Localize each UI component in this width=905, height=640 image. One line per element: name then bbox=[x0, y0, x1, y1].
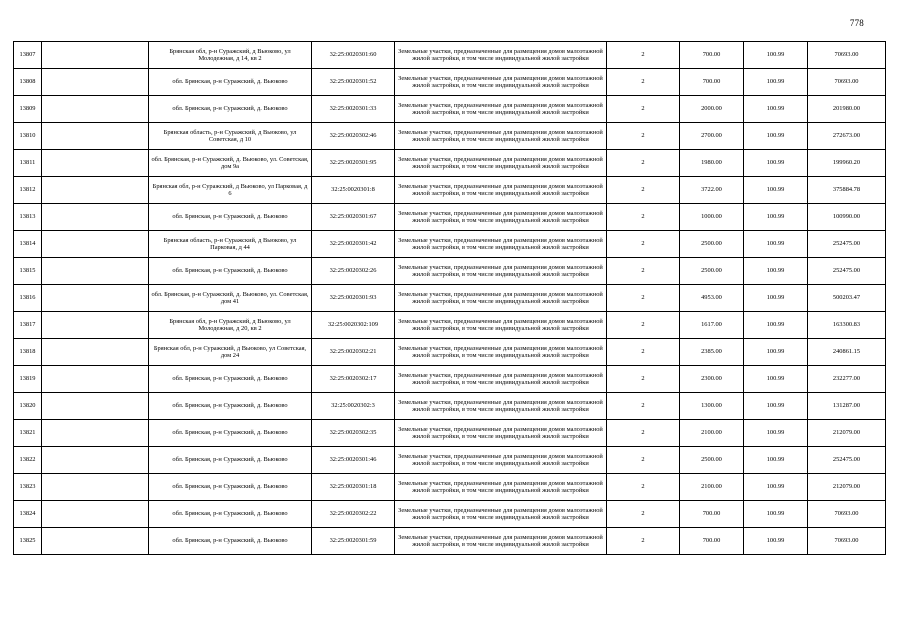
row-number: 13807 bbox=[14, 42, 42, 69]
area-cell: 1617.00 bbox=[680, 312, 744, 339]
cadastral-value-cell: 272673.00 bbox=[808, 123, 886, 150]
land-use-cell: Земельные участки, предназначенные для размещения домов малоэтажной жилой застройки, в том числе индивидуальной жилой застройки bbox=[395, 501, 607, 528]
blank-cell bbox=[42, 150, 149, 177]
cadastral-number-cell: 32:25:0020302:26 bbox=[312, 258, 395, 285]
cadastral-value-table bbox=[13, 41, 886, 555]
blank-cell bbox=[42, 420, 149, 447]
address-cell: обл. Брянская, р-н Суражский, д. Вьюково bbox=[149, 366, 312, 393]
table-row bbox=[14, 69, 886, 96]
cadastral-number-cell: 32:25:0020302:46 bbox=[312, 123, 395, 150]
category-cell: 2 bbox=[607, 258, 680, 285]
category-cell: 2 bbox=[607, 420, 680, 447]
blank-cell bbox=[42, 447, 149, 474]
address-cell: обл. Брянская, р-н Суражский, д. Вьюково bbox=[149, 393, 312, 420]
land-use-cell: Земельные участки, предназначенные для размещения домов малоэтажной жилой застройки, в том числе индивидуальной жилой застройки bbox=[395, 366, 607, 393]
area-cell: 2300.00 bbox=[680, 366, 744, 393]
cadastral-value-cell: 163300.83 bbox=[808, 312, 886, 339]
category-cell: 2 bbox=[607, 528, 680, 555]
cadastral-number-cell: 32:25:0020301:59 bbox=[312, 528, 395, 555]
specific-value-cell: 100.99 bbox=[744, 231, 808, 258]
specific-value-cell: 100.99 bbox=[744, 42, 808, 69]
category-cell: 2 bbox=[607, 474, 680, 501]
land-use-cell: Земельные участки, предназначенные для размещения домов малоэтажной жилой застройки, в том числе индивидуальной жилой застройки bbox=[395, 258, 607, 285]
address-cell: Брянская обл, р-н Суражский, д Вьюково, ул Молодежная, д 20, кв 2 bbox=[149, 312, 312, 339]
address-cell: Брянская обл, р-н Суражский, д Вьюково, ул Парковая, д 6 bbox=[149, 177, 312, 204]
specific-value-cell: 100.99 bbox=[744, 285, 808, 312]
land-use-cell: Земельные участки, предназначенные для размещения домов малоэтажной жилой застройки, в том числе индивидуальной жилой застройки bbox=[395, 177, 607, 204]
specific-value-cell: 100.99 bbox=[744, 96, 808, 123]
table-row bbox=[14, 204, 886, 231]
blank-cell bbox=[42, 96, 149, 123]
category-cell: 2 bbox=[607, 231, 680, 258]
row-number: 13816 bbox=[14, 285, 42, 312]
area-cell: 2500.00 bbox=[680, 258, 744, 285]
land-use-cell: Земельные участки, предназначенные для размещения домов малоэтажной жилой застройки, в том числе индивидуальной жилой застройки bbox=[395, 420, 607, 447]
cadastral-number-cell: 32:25:0020301:93 bbox=[312, 285, 395, 312]
row-number: 13822 bbox=[14, 447, 42, 474]
area-cell: 700.00 bbox=[680, 42, 744, 69]
cadastral-value-cell: 252475.00 bbox=[808, 447, 886, 474]
cadastral-number-cell: 32:25:0020301:33 bbox=[312, 96, 395, 123]
table-row bbox=[14, 312, 886, 339]
blank-cell bbox=[42, 231, 149, 258]
address-cell: Брянская область, р-н Суражский, д Вьюково, ул Советская, д 10 bbox=[149, 123, 312, 150]
row-number: 13819 bbox=[14, 366, 42, 393]
cadastral-number-cell: 32:25:0020302:3 bbox=[312, 393, 395, 420]
category-cell: 2 bbox=[607, 447, 680, 474]
category-cell: 2 bbox=[607, 69, 680, 96]
address-cell: обл. Брянская, р-н Суражский, д. Вьюково bbox=[149, 204, 312, 231]
category-cell: 2 bbox=[607, 339, 680, 366]
cadastral-value-cell: 252475.00 bbox=[808, 231, 886, 258]
land-use-cell: Земельные участки, предназначенные для размещения домов малоэтажной жилой застройки, в том числе индивидуальной жилой застройки bbox=[395, 393, 607, 420]
cadastral-value-cell: 70693.00 bbox=[808, 42, 886, 69]
cadastral-number-cell: 32:25:0020301:42 bbox=[312, 231, 395, 258]
table-row bbox=[14, 123, 886, 150]
cadastral-value-cell: 500203.47 bbox=[808, 285, 886, 312]
blank-cell bbox=[42, 285, 149, 312]
area-cell: 3722.00 bbox=[680, 177, 744, 204]
category-cell: 2 bbox=[607, 285, 680, 312]
category-cell: 2 bbox=[607, 150, 680, 177]
category-cell: 2 bbox=[607, 204, 680, 231]
table-row bbox=[14, 150, 886, 177]
table-row bbox=[14, 366, 886, 393]
cadastral-value-cell: 100990.00 bbox=[808, 204, 886, 231]
blank-cell bbox=[42, 528, 149, 555]
cadastral-number-cell: 32:25:0020301:67 bbox=[312, 204, 395, 231]
specific-value-cell: 100.99 bbox=[744, 258, 808, 285]
specific-value-cell: 100.99 bbox=[744, 447, 808, 474]
land-use-cell: Земельные участки, предназначенные для размещения домов малоэтажной жилой застройки, в том числе индивидуальной жилой застройки bbox=[395, 150, 607, 177]
table-row bbox=[14, 231, 886, 258]
cadastral-value-cell: 70693.00 bbox=[808, 501, 886, 528]
category-cell: 2 bbox=[607, 96, 680, 123]
blank-cell bbox=[42, 312, 149, 339]
table-row bbox=[14, 474, 886, 501]
cadastral-number-cell: 32:25:0020301:95 bbox=[312, 150, 395, 177]
cadastral-number-cell: 32:25:0020301:60 bbox=[312, 42, 395, 69]
area-cell: 1000.00 bbox=[680, 204, 744, 231]
row-number: 13817 bbox=[14, 312, 42, 339]
table-row bbox=[14, 42, 886, 69]
cadastral-number-cell: 32:25:0020302:17 bbox=[312, 366, 395, 393]
blank-cell bbox=[42, 501, 149, 528]
row-number: 13810 bbox=[14, 123, 42, 150]
specific-value-cell: 100.99 bbox=[744, 177, 808, 204]
area-cell: 4953.00 bbox=[680, 285, 744, 312]
category-cell: 2 bbox=[607, 177, 680, 204]
specific-value-cell: 100.99 bbox=[744, 69, 808, 96]
specific-value-cell: 100.99 bbox=[744, 474, 808, 501]
table-row bbox=[14, 285, 886, 312]
blank-cell bbox=[42, 69, 149, 96]
land-use-cell: Земельные участки, предназначенные для размещения домов малоэтажной жилой застройки, в том числе индивидуальной жилой застройки bbox=[395, 312, 607, 339]
blank-cell bbox=[42, 123, 149, 150]
specific-value-cell: 100.99 bbox=[744, 420, 808, 447]
land-use-cell: Земельные участки, предназначенные для размещения домов малоэтажной жилой застройки, в том числе индивидуальной жилой застройки bbox=[395, 231, 607, 258]
area-cell: 2500.00 bbox=[680, 231, 744, 258]
row-number: 13820 bbox=[14, 393, 42, 420]
blank-cell bbox=[42, 339, 149, 366]
cadastral-number-cell: 32:25:0020302:35 bbox=[312, 420, 395, 447]
cadastral-value-cell: 70693.00 bbox=[808, 69, 886, 96]
blank-cell bbox=[42, 204, 149, 231]
cadastral-number-cell: 32:25:0020302:21 bbox=[312, 339, 395, 366]
cadastral-value-cell: 240861.15 bbox=[808, 339, 886, 366]
cadastral-value-cell: 199960.20 bbox=[808, 150, 886, 177]
cadastral-value-cell: 232277.00 bbox=[808, 366, 886, 393]
row-number: 13825 bbox=[14, 528, 42, 555]
category-cell: 2 bbox=[607, 42, 680, 69]
land-use-cell: Земельные участки, предназначенные для размещения домов малоэтажной жилой застройки, в том числе индивидуальной жилой застройки bbox=[395, 447, 607, 474]
area-cell: 2100.00 bbox=[680, 420, 744, 447]
cadastral-number-cell: 32:25:0020301:46 bbox=[312, 447, 395, 474]
address-cell: обл. Брянская, р-н Суражский, д. Вьюково, ул. Советская, дом 9а bbox=[149, 150, 312, 177]
table-row bbox=[14, 258, 886, 285]
table-row bbox=[14, 447, 886, 474]
land-use-cell: Земельные участки, предназначенные для размещения домов малоэтажной жилой застройки, в том числе индивидуальной жилой застройки bbox=[395, 123, 607, 150]
cadastral-number-cell: 32:25:0020301:18 bbox=[312, 474, 395, 501]
specific-value-cell: 100.99 bbox=[744, 528, 808, 555]
cadastral-value-cell: 375884.78 bbox=[808, 177, 886, 204]
cadastral-value-cell: 70693.00 bbox=[808, 528, 886, 555]
cadastral-value-cell: 212079.00 bbox=[808, 420, 886, 447]
blank-cell bbox=[42, 474, 149, 501]
area-cell: 700.00 bbox=[680, 528, 744, 555]
cadastral-value-cell: 201980.00 bbox=[808, 96, 886, 123]
area-cell: 700.00 bbox=[680, 501, 744, 528]
land-use-cell: Земельные участки, предназначенные для размещения домов малоэтажной жилой застройки, в том числе индивидуальной жилой застройки bbox=[395, 339, 607, 366]
area-cell: 1300.00 bbox=[680, 393, 744, 420]
blank-cell bbox=[42, 42, 149, 69]
blank-cell bbox=[42, 393, 149, 420]
category-cell: 2 bbox=[607, 123, 680, 150]
land-use-cell: Земельные участки, предназначенные для размещения домов малоэтажной жилой застройки, в том числе индивидуальной жилой застройки bbox=[395, 285, 607, 312]
row-number: 13808 bbox=[14, 69, 42, 96]
blank-cell bbox=[42, 366, 149, 393]
cadastral-value-cell: 252475.00 bbox=[808, 258, 886, 285]
address-cell: обл. Брянская, р-н Суражский, д. Вьюково, ул. Советская, дом 41 bbox=[149, 285, 312, 312]
row-number: 13821 bbox=[14, 420, 42, 447]
table-row bbox=[14, 501, 886, 528]
land-use-cell: Земельные участки, предназначенные для размещения домов малоэтажной жилой застройки, в том числе индивидуальной жилой застройки bbox=[395, 69, 607, 96]
page-number: 778 bbox=[849, 18, 864, 28]
land-use-cell: Земельные участки, предназначенные для размещения домов малоэтажной жилой застройки, в том числе индивидуальной жилой застройки bbox=[395, 42, 607, 69]
address-cell: обл. Брянская, р-н Суражский, д. Вьюково bbox=[149, 420, 312, 447]
row-number: 13812 bbox=[14, 177, 42, 204]
category-cell: 2 bbox=[607, 312, 680, 339]
address-cell: обл. Брянская, р-н Суражский, д. Вьюково bbox=[149, 528, 312, 555]
category-cell: 2 bbox=[607, 366, 680, 393]
address-cell: обл. Брянская, р-н Суражский, д. Вьюково bbox=[149, 474, 312, 501]
table-row bbox=[14, 528, 886, 555]
cadastral-number-cell: 32:25:0020302:109 bbox=[312, 312, 395, 339]
specific-value-cell: 100.99 bbox=[744, 501, 808, 528]
area-cell: 2100.00 bbox=[680, 474, 744, 501]
specific-value-cell: 100.99 bbox=[744, 123, 808, 150]
table-body bbox=[14, 42, 886, 555]
row-number: 13811 bbox=[14, 150, 42, 177]
specific-value-cell: 100.99 bbox=[744, 339, 808, 366]
address-cell: обл. Брянская, р-н Суражский, д. Вьюково bbox=[149, 447, 312, 474]
land-use-cell: Земельные участки, предназначенные для размещения домов малоэтажной жилой застройки, в том числе индивидуальной жилой застройки bbox=[395, 204, 607, 231]
row-number: 13815 bbox=[14, 258, 42, 285]
land-use-cell: Земельные участки, предназначенные для размещения домов малоэтажной жилой застройки, в том числе индивидуальной жилой застройки bbox=[395, 96, 607, 123]
row-number: 13813 bbox=[14, 204, 42, 231]
address-cell: Брянская обл, р-н Суражский, д Вьюково, ул Молодежная, д 14, кв 2 bbox=[149, 42, 312, 69]
cadastral-number-cell: 32:25:0020301:52 bbox=[312, 69, 395, 96]
cadastral-number-cell: 32:25:0020301:8 bbox=[312, 177, 395, 204]
cadastral-number-cell: 32:25:0020302:22 bbox=[312, 501, 395, 528]
area-cell: 2700.00 bbox=[680, 123, 744, 150]
category-cell: 2 bbox=[607, 501, 680, 528]
address-cell: Брянская обл, р-н Суражский, д Вьюково, ул Советская, дом 24 bbox=[149, 339, 312, 366]
land-use-cell: Земельные участки, предназначенные для размещения домов малоэтажной жилой застройки, в том числе индивидуальной жилой застройки bbox=[395, 474, 607, 501]
specific-value-cell: 100.99 bbox=[744, 150, 808, 177]
table-row bbox=[14, 393, 886, 420]
specific-value-cell: 100.99 bbox=[744, 204, 808, 231]
cadastral-value-cell: 131287.00 bbox=[808, 393, 886, 420]
cadastral-value-cell: 212079.00 bbox=[808, 474, 886, 501]
blank-cell bbox=[42, 258, 149, 285]
table-row bbox=[14, 177, 886, 204]
row-number: 13809 bbox=[14, 96, 42, 123]
row-number: 13823 bbox=[14, 474, 42, 501]
table-row bbox=[14, 339, 886, 366]
table-row bbox=[14, 96, 886, 123]
specific-value-cell: 100.99 bbox=[744, 366, 808, 393]
blank-cell bbox=[42, 177, 149, 204]
area-cell: 1980.00 bbox=[680, 150, 744, 177]
specific-value-cell: 100.99 bbox=[744, 312, 808, 339]
row-number: 13814 bbox=[14, 231, 42, 258]
area-cell: 2385.00 bbox=[680, 339, 744, 366]
address-cell: обл. Брянская, р-н Суражский, д. Вьюково bbox=[149, 501, 312, 528]
area-cell: 2000.00 bbox=[680, 96, 744, 123]
area-cell: 2500.00 bbox=[680, 447, 744, 474]
address-cell: обл. Брянская, р-н Суражский, д. Вьюково bbox=[149, 69, 312, 96]
address-cell: Брянская область, р-н Суражский, д Вьюково, ул Парковая, д 44 bbox=[149, 231, 312, 258]
address-cell: обл. Брянская, р-н Суражский, д. Вьюково bbox=[149, 96, 312, 123]
specific-value-cell: 100.99 bbox=[744, 393, 808, 420]
address-cell: обл. Брянская, р-н Суражский, д. Вьюково bbox=[149, 258, 312, 285]
category-cell: 2 bbox=[607, 393, 680, 420]
row-number: 13824 bbox=[14, 501, 42, 528]
table-row bbox=[14, 420, 886, 447]
row-number: 13818 bbox=[14, 339, 42, 366]
land-use-cell: Земельные участки, предназначенные для размещения домов малоэтажной жилой застройки, в том числе индивидуальной жилой застройки bbox=[395, 528, 607, 555]
area-cell: 700.00 bbox=[680, 69, 744, 96]
